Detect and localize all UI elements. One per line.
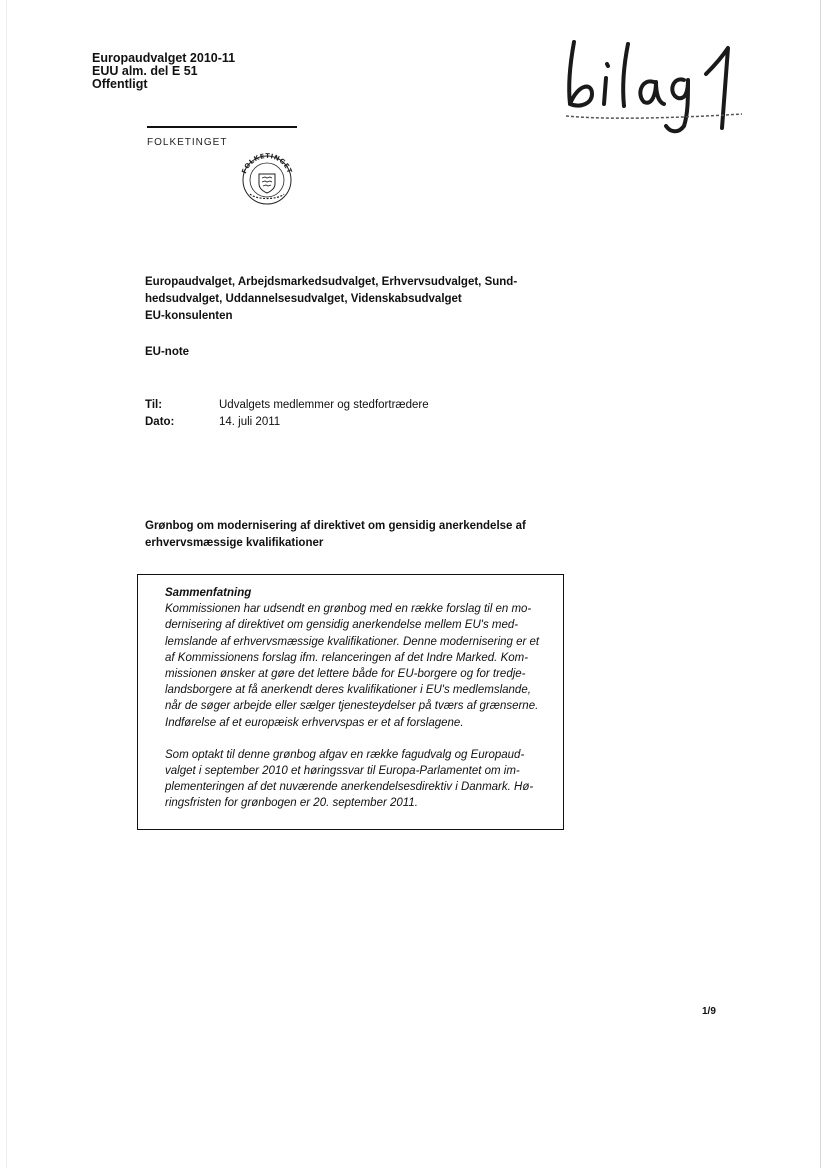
- summary-paragraph-1: [165, 601, 547, 731]
- summary-content: [165, 585, 547, 812]
- recipient-date-block: [145, 397, 429, 431]
- paragraph-gap: [165, 731, 547, 747]
- date-value: 14. juli 2011: [219, 416, 281, 428]
- committees-line-3: EU-konsulenten: [145, 310, 233, 322]
- reference-line-3: Offentligt: [92, 77, 148, 91]
- note-type: EU-note: [145, 346, 190, 358]
- scan-edge-left: [6, 0, 7, 1168]
- subject-heading: [145, 518, 545, 551]
- reference-line-1: Europaudvalget 2010-11: [92, 51, 236, 65]
- date-label: Dato:: [145, 416, 175, 428]
- letterhead-rule: [147, 126, 297, 128]
- page-number: 1/9: [702, 1006, 716, 1017]
- summary-line: dernisering af direktivet om gensidig anerkendelse mellem EU's med-: [165, 619, 519, 632]
- committees-block: [145, 274, 535, 325]
- summary-line: landsborgere at få anerkendt deres kvalifikationer i EU's medlemslande,: [165, 684, 531, 697]
- summary-line: når de søger arbejde eller sælger tjenesteydelser på tværs af grænserne.: [165, 700, 539, 713]
- summary-line: ringsfristen for grønbogen er 20. september 2011.: [165, 797, 418, 810]
- summary-paragraph-2: [165, 747, 547, 812]
- date-row: [145, 414, 429, 431]
- committees-line-2: hedsudvalget, Uddannelsesudvalget, Videnskabsudvalget: [145, 293, 462, 305]
- summary-line: Kommissionen har udsendt en grønbog med en række forslag til en mo-: [165, 603, 532, 616]
- scan-edge: [820, 0, 821, 1168]
- handwritten-bilag-annotation: [558, 34, 748, 144]
- seal-lettering: FOLKETINGET: [240, 151, 294, 175]
- summary-box: [137, 574, 564, 830]
- committees-line-1: Europaudvalget, Arbejdsmarkedsudvalget, Erhvervsudvalget, Sund-: [145, 276, 518, 288]
- summary-line: Som optakt til denne grønbog afgav en række fagudvalg og Europaud-: [165, 748, 525, 761]
- folketinget-seal-icon: [236, 150, 298, 206]
- to-value: Udvalgets medlemmer og stedfortrædere: [219, 399, 429, 411]
- summary-line: af Kommissionens forslag ifm. relanceringen af det Indre Marked. Kom-: [165, 651, 529, 664]
- summary-line: plementeringen af det nuværende anerkendelsesdirektiv i Danmark. Hø-: [165, 781, 534, 794]
- summary-line: missionen ønsker at gøre det lettere både for EU-borgere og for tredje-: [165, 668, 526, 681]
- subject-line-2: erhvervsmæssige kvalifikationer: [145, 536, 324, 549]
- summary-line: Indførelse af et europæisk erhvervspas er et af forslagene.: [165, 716, 464, 729]
- organization-name: FOLKETINGET: [147, 137, 228, 148]
- subject-line-1: Grønbog om modernisering af direktivet om gensidig anerkendelse af: [145, 520, 526, 532]
- summary-title: Sammenfatning: [165, 587, 252, 599]
- reference-line-2: EUU alm. del E 51: [92, 64, 198, 78]
- summary-line: valget i september 2010 et høringssvar til Europa-Parlamentet om im-: [165, 765, 520, 778]
- document-reference-header: [92, 52, 235, 91]
- summary-line: lemslande af erhvervsmæssige kvalifikationer. Denne modernisering er et: [165, 635, 540, 648]
- to-label: Til:: [145, 399, 163, 411]
- recipient-row: [145, 397, 429, 414]
